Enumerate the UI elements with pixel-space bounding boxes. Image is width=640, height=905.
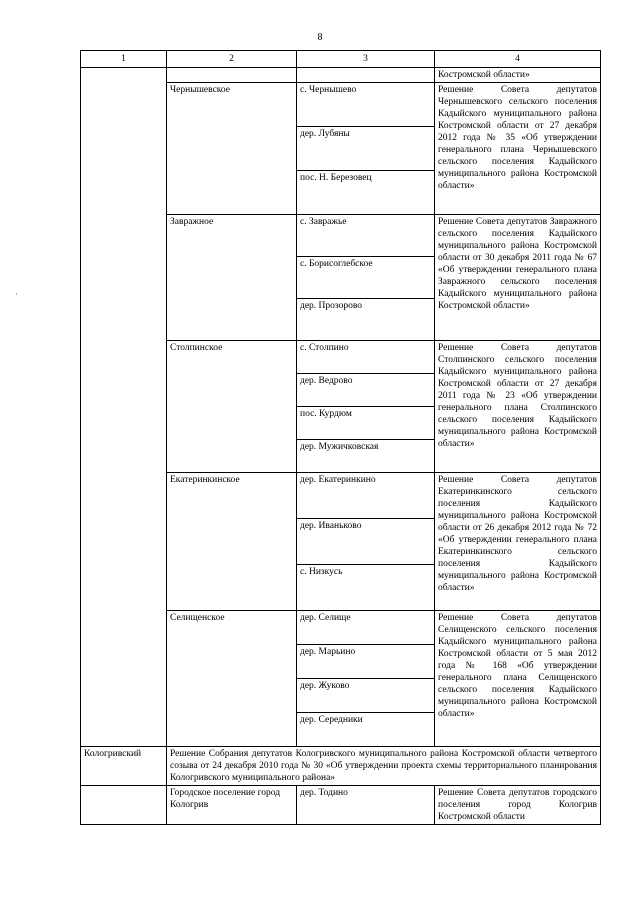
village-name: с. Борисоглебское xyxy=(297,257,435,299)
settlement-name: Екатеринкинское xyxy=(167,473,297,611)
header-row xyxy=(81,51,601,68)
settlement-row xyxy=(81,786,601,825)
district-name: Кологривский xyxy=(81,747,167,786)
decision-text: Решение Совета депутатов городского поселения город Кологрив Костромской области xyxy=(435,786,601,825)
village-name: дер. Мужичковская xyxy=(297,440,435,473)
empty-cell xyxy=(297,68,435,83)
village-name: дер. Селище xyxy=(297,611,435,645)
header-cell: 4 xyxy=(435,51,601,68)
village-name: дер. Екатеринкино xyxy=(297,473,435,519)
header-cell: 2 xyxy=(167,51,297,68)
village-name: с. Завражье xyxy=(297,215,435,257)
village-name: пос. Н. Березовец xyxy=(297,171,435,215)
village-name: дер. Ведрово xyxy=(297,374,435,407)
decision-text: Решение Совета депутатов Екатеринкинского сельского поселения Кадыйского муниципального района Костромской области от 26 декабря 2012 года № 72 «Об утверждении генерального плана Екатеринкинского сельского поселения Кадыйского муниципального района Костромской области» xyxy=(435,473,601,611)
settlement-name: Чернышевское xyxy=(167,83,297,215)
continuation-row xyxy=(81,68,601,83)
village-name: с. Низкусь xyxy=(297,565,435,611)
village-name: дер. Марьино xyxy=(297,645,435,679)
empty-cell xyxy=(81,786,167,825)
decision-text: Решение Совета депутатов Столпинского сельского поселения Кадыйского муниципального района Костромской области от 27 декабря 2011 года № 23 «Об утверждении генерального плана Столпинского сельского поселения Кадыйского муниципального района Костромской области» xyxy=(435,341,601,473)
page-number: 8 xyxy=(317,32,323,43)
empty-cell xyxy=(167,68,297,83)
settlement-name: Селищенское xyxy=(167,611,297,747)
decision-text: Решение Совета депутатов Селищенского сельского поселения Кадыйского муниципального района Костромской области от 5 мая 2012 года № 168 «Об утверждении генерального плана Селищенского сельского поселения Кадыйского муниципального района Костромской области» xyxy=(435,611,601,747)
village-name: дер. Прозорово xyxy=(297,299,435,341)
margin-mark: · xyxy=(15,290,18,299)
district-empty-cell xyxy=(81,68,167,747)
settlement-name: Городское поселение город Кологрив xyxy=(167,786,297,825)
settlement-name: Завражное xyxy=(167,215,297,341)
settlement-name: Столпинское xyxy=(167,341,297,473)
village-name: пос. Курдюм xyxy=(297,407,435,440)
village-name: дер. Жуково xyxy=(297,679,435,713)
village-name: с. Столпино xyxy=(297,341,435,374)
village-name: дер. Лубяны xyxy=(297,127,435,171)
district-row xyxy=(81,747,601,786)
decision-continuation: Костромской области» xyxy=(435,68,601,83)
village-name: дер. Середники xyxy=(297,713,435,747)
village-name: дер. Иваньково xyxy=(297,519,435,565)
district-decision: Решение Собрания депутатов Кологривского муниципального района Костромской области четвертого созыва от 24 декабря 2010 года № 30 «Об утверждении проекта схемы территориального планирования Кологривского муниципального района» xyxy=(167,747,601,786)
village-name: с. Чернышево xyxy=(297,83,435,127)
header-cell: 3 xyxy=(297,51,435,68)
settlements-table xyxy=(80,50,601,825)
village-name: дер. Тодино xyxy=(297,786,435,825)
header-cell: 1 xyxy=(81,51,167,68)
decision-text: Решение Совета депутатов Завражного сельского поселения Кадыйского муниципального района Костромской области от 30 декабря 2011 года № 67 «Об утверждении генерального плана Завражного сельского поселения Кадыйского муниципального района Костромской области» xyxy=(435,215,601,341)
decision-text: Решение Совета депутатов Чернышевского сельского поселения Кадыйского муниципального района Костромской области от 27 декабря 2012 года № 35 «Об утверждении генерального плана Чернышевского сельского поселения Кадыйского муниципального района Костромской области» xyxy=(435,83,601,215)
